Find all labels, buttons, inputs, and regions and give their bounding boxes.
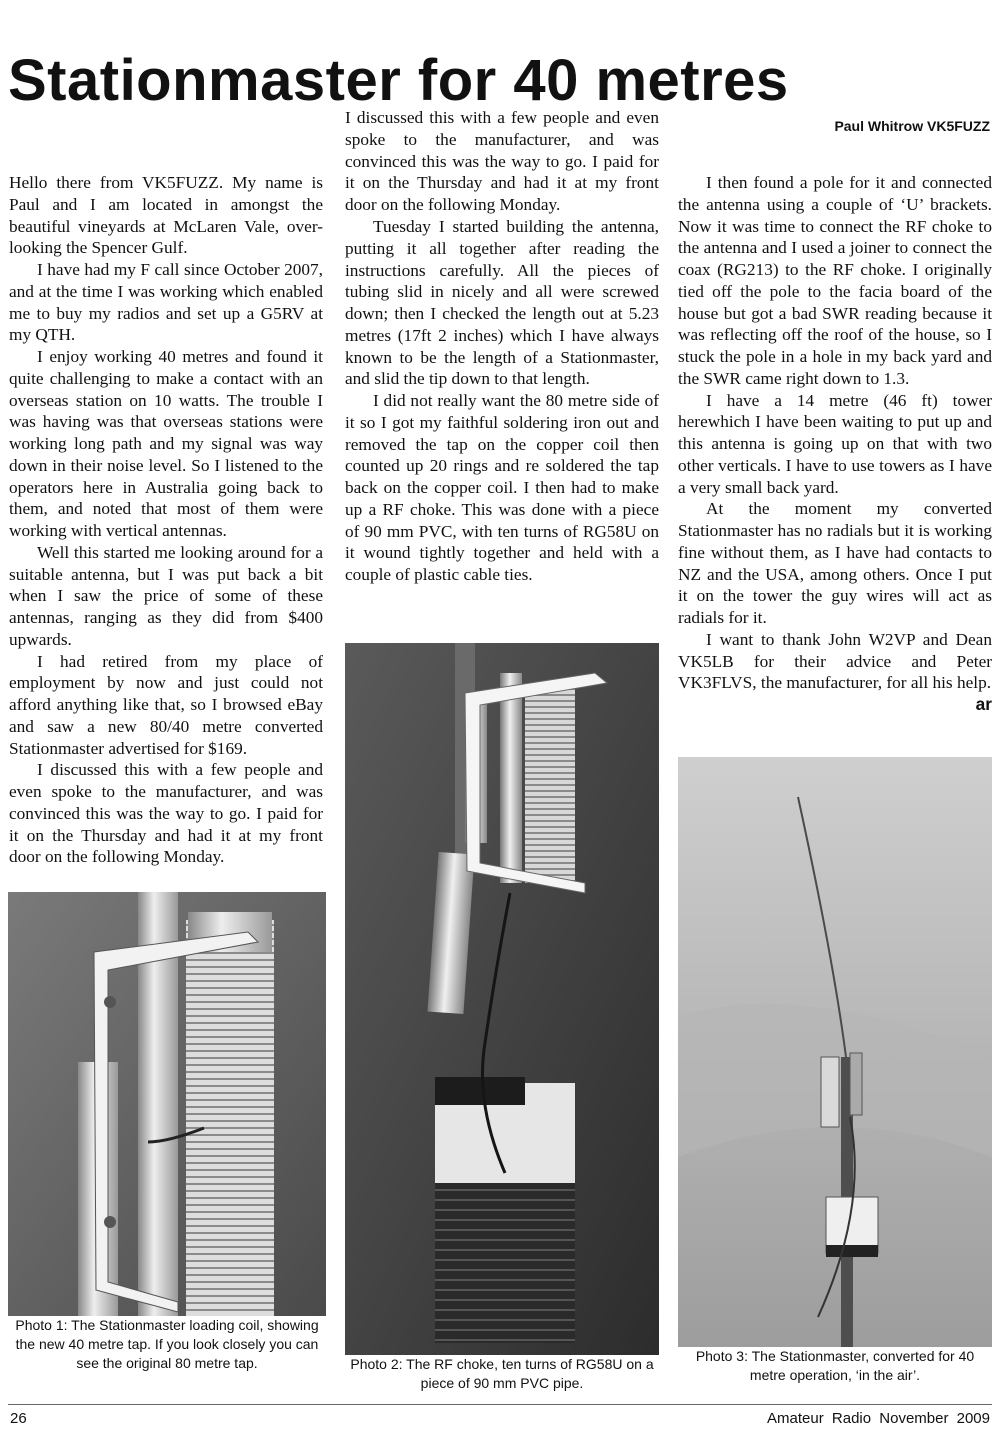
paragraph: I have a 14 metre (46 ft) tower herewhich I have been waiting to put up and this antenna is going up on that with two other verticals. I have to use towers as I have a very small back yard. xyxy=(678,390,992,497)
publication-footer: Amateur Radio November 2009 xyxy=(767,1410,990,1427)
paragraph: Tuesday I started building the antenna, putting it all together after reading the instructions carefully. All the pieces of tubing slid in nicely and all were screwed down; then I checked the length out at 5.23 metres (17ft 2 inches) which I have always known to be the length of a Stationmaster, and slid the tip down to that length. xyxy=(345,217,659,389)
paragraph: I had retired from my place of employment by now and just could not afford anything like that, so I browsed eBay and saw a new 80/40 metre converted Stationmaster advertised for $169. xyxy=(9,651,323,758)
photo-3 xyxy=(678,757,992,1385)
paragraph-continued-text: I discussed this with a few people and even spoke to the manufacturer, and was convinced this was the way to go. I paid for it on the Thursday and had it at my front door on the following Monday. xyxy=(345,108,659,214)
article-title: Stationmaster for 40 metres xyxy=(8,48,789,113)
paragraph: I enjoy working 40 metres and found it quite challenging to make a contact with an overseas station on 10 watts. The trouble I was having was that overseas stations were working long path and my signal was way down in their noise level. So I listened to the operators here in Australia going back to them, and noted that most of them were working with vertical antennas. xyxy=(9,347,323,540)
paragraph-continued xyxy=(345,108,659,216)
photo-1-loading-coil-image xyxy=(8,892,326,1316)
column-3 xyxy=(678,172,992,716)
author-byline: Paul Whitrow VK5FUZZ xyxy=(834,118,990,134)
paragraph: At the moment my converted Stationmaster has no radials but it is working fine without them, as I have had contacts to NZ and the USA, among others. Once I put it on the tower the guy wires will act as radials for it. xyxy=(678,499,992,627)
paragraph: I did not really want the 80 metre side of it so I got my faithful soldering iron out and removed the tap on the copper coil then counted up 20 rings and re soldered the tap back on the copper coil. I then had to make up a RF choke. This was done with a piece of 90 mm PVC, with ten turns of RG58U on it wound tightly together and held with a couple of plastic cable ties. xyxy=(345,391,659,584)
photo-3-antenna-in-air-image xyxy=(678,757,992,1347)
paragraph: I have had my F call since October 2007, and at the time I was working which enabled me to buy my radios and set up a G5RV at my QTH. xyxy=(9,260,323,345)
column-1 xyxy=(9,172,323,867)
paragraph-text: I want to thank John W2VP and Dean VK5LB for their advice and Peter VK3FLVS, the manufacturer, for all his help. xyxy=(678,629,992,693)
photo-2 xyxy=(345,643,659,1393)
paragraph xyxy=(678,629,992,714)
photo-3-caption: Photo 3: The Stationmaster, converted for 40 metre operation, ‘in the air’. xyxy=(695,1348,975,1383)
footer-divider xyxy=(8,1404,992,1405)
paragraph: I discussed this with a few people and even spoke to the manufacturer, and was convinced this was the way to go. I paid for it on the Thursday and had it at my front door on the following Monday. xyxy=(9,760,323,867)
page-number: 26 xyxy=(10,1410,27,1427)
photo-1-caption: Photo 1: The Stationmaster loading coil, showing the new 40 metre tap. If you look closely you can see the original 80 metre tap. xyxy=(15,1317,319,1371)
paragraph: I then found a pole for it and connected the antenna using a couple of ‘U’ brackets. Now it was time to connect the RF choke to the antenna and I used a joiner to connect the coax (RG213) to the RF choke. I originally tied off the pole to the facia board of the house but got a bad SWR reading because it was reflecting off the roof of the house, so I stuck the pole in a hole in my back yard and the SWR came right down to 1.3. xyxy=(678,173,992,388)
paragraph: Hello there from VK5FUZZ. My name is Paul and I am located in amongst the beautiful vineyards at McLaren Vale, over-looking the Spencer Gulf. xyxy=(9,173,323,258)
photo-1 xyxy=(8,892,326,1373)
paragraph: Well this started me looking around for a suitable antenna, but I was put back a bit when I saw the price of some of these antennas, ranging as they did from $400 upwards. xyxy=(9,542,323,649)
end-mark: ar xyxy=(975,694,992,714)
column-2 xyxy=(345,108,659,586)
photo-2-rf-choke-image xyxy=(345,643,659,1355)
photo-2-caption: Photo 2: The RF choke, ten turns of RG58U on a piece of 90 mm PVC pipe. xyxy=(350,1356,654,1391)
